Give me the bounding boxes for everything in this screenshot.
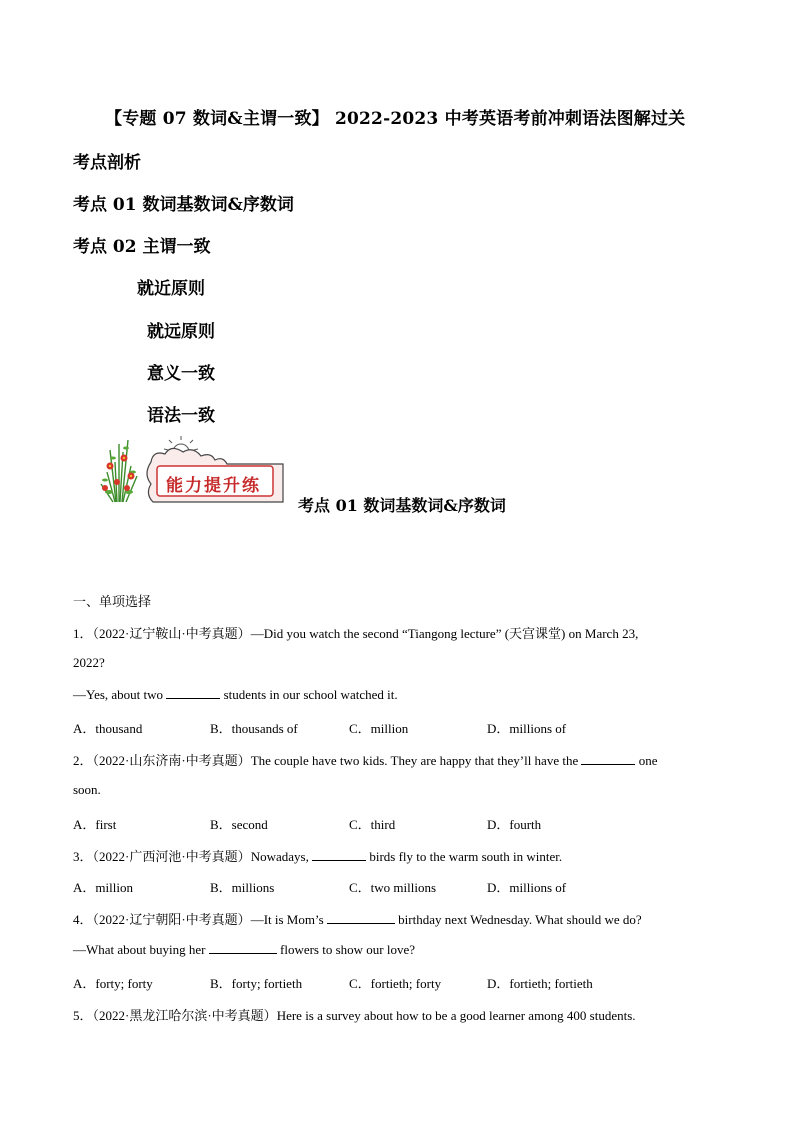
- question-text: students in our school watched it.: [223, 687, 398, 702]
- answer-blank[interactable]: [166, 686, 220, 699]
- question-number: 3．: [73, 849, 93, 864]
- option-d[interactable]: D．millions of: [487, 880, 567, 895]
- badge-label: 能力提升练: [166, 476, 261, 496]
- question-text: —Yes, about two: [73, 687, 164, 702]
- answer-blank[interactable]: [312, 848, 366, 861]
- question-text: birthday next Wednesday. What should we do?: [398, 912, 642, 927]
- question-text: —What about buying her: [73, 942, 206, 957]
- question-4-line-1: [73, 909, 642, 928]
- option-c[interactable]: C．third: [349, 817, 396, 832]
- question-2-line-2: soon.: [73, 782, 101, 797]
- option-b[interactable]: B．second: [210, 817, 268, 832]
- question-text: —It is Mom’s: [250, 912, 324, 927]
- question-5-line-1: [73, 1005, 636, 1024]
- question-1-line-2: 2022?: [73, 655, 105, 670]
- question-number: 1．: [73, 626, 93, 641]
- question-number: 5．: [73, 1008, 93, 1023]
- question-source: （2022·广西河池·中考真题）: [92, 849, 251, 864]
- option-a[interactable]: A．thousand: [73, 721, 143, 736]
- question-text: birds fly to the warm south in winter.: [369, 849, 563, 864]
- option-a[interactable]: A．forty; forty: [73, 976, 153, 991]
- option-c[interactable]: C．two millions: [349, 880, 437, 895]
- option-b[interactable]: B．millions: [210, 880, 275, 895]
- question-2-line-1: [73, 750, 658, 769]
- outline-point-1: 考点 01 数词基数词&序数词: [73, 195, 294, 215]
- outline-sub-item: 就远原则: [147, 322, 215, 342]
- option-c[interactable]: C．fortieth; forty: [349, 976, 442, 991]
- ability-practice-badge: [93, 432, 289, 506]
- document-title: 【专题 07 数词&主谓一致】 2022-2023 中考英语考前冲刺语法图解过关: [105, 109, 686, 129]
- outline-sub-item: 语法一致: [147, 406, 215, 426]
- question-number: 4．: [73, 912, 93, 927]
- section-title: 考点 01 数词基数词&序数词: [298, 496, 506, 515]
- outline-sub-item: 就近原则: [137, 279, 205, 299]
- answer-blank[interactable]: [209, 941, 277, 954]
- option-b[interactable]: B．thousands of: [210, 721, 298, 736]
- option-a[interactable]: A．million: [73, 880, 133, 895]
- question-text: The couple have two kids. They are happy that they’ll have the: [250, 753, 579, 768]
- question-text: Here is a survey about how to be a good learner among 400 students.: [276, 1008, 636, 1023]
- question-source: （2022·山东济南·中考真题）: [92, 753, 251, 768]
- question-text: one: [638, 753, 658, 768]
- question-source: （2022·辽宁鞍山·中考真题）: [92, 626, 251, 641]
- option-c[interactable]: C．million: [349, 721, 409, 736]
- question-1-line-3: [73, 686, 398, 703]
- outline-sub-item: 意义一致: [147, 364, 215, 384]
- question-source: （2022·黑龙江哈尔滨·中考真题）: [92, 1008, 277, 1023]
- option-d[interactable]: D．millions of: [487, 721, 567, 736]
- question-1-line-1: [73, 623, 638, 642]
- part-heading: 一、单项选择: [73, 594, 152, 609]
- question-source: （2022·辽宁朝阳·中考真题）: [92, 912, 251, 927]
- question-4-line-2: [73, 941, 415, 958]
- question-text: flowers to show our love?: [280, 942, 416, 957]
- question-3-line-1: [73, 846, 562, 865]
- outline-point-2: 考点 02 主谓一致: [73, 237, 211, 257]
- option-d[interactable]: D．fortieth; fortieth: [487, 976, 593, 991]
- answer-blank[interactable]: [327, 911, 395, 924]
- question-text: —Did you watch the second “Tiangong lecture” (天宫课堂) on March 23,: [250, 626, 639, 641]
- answer-blank[interactable]: [581, 752, 635, 765]
- question-text: Nowadays,: [250, 849, 309, 864]
- option-a[interactable]: A．first: [73, 817, 117, 832]
- question-number: 2．: [73, 753, 93, 768]
- option-b[interactable]: B．forty; fortieth: [210, 976, 303, 991]
- outline-heading: 考点剖析: [73, 153, 141, 173]
- option-d[interactable]: D．fourth: [487, 817, 542, 832]
